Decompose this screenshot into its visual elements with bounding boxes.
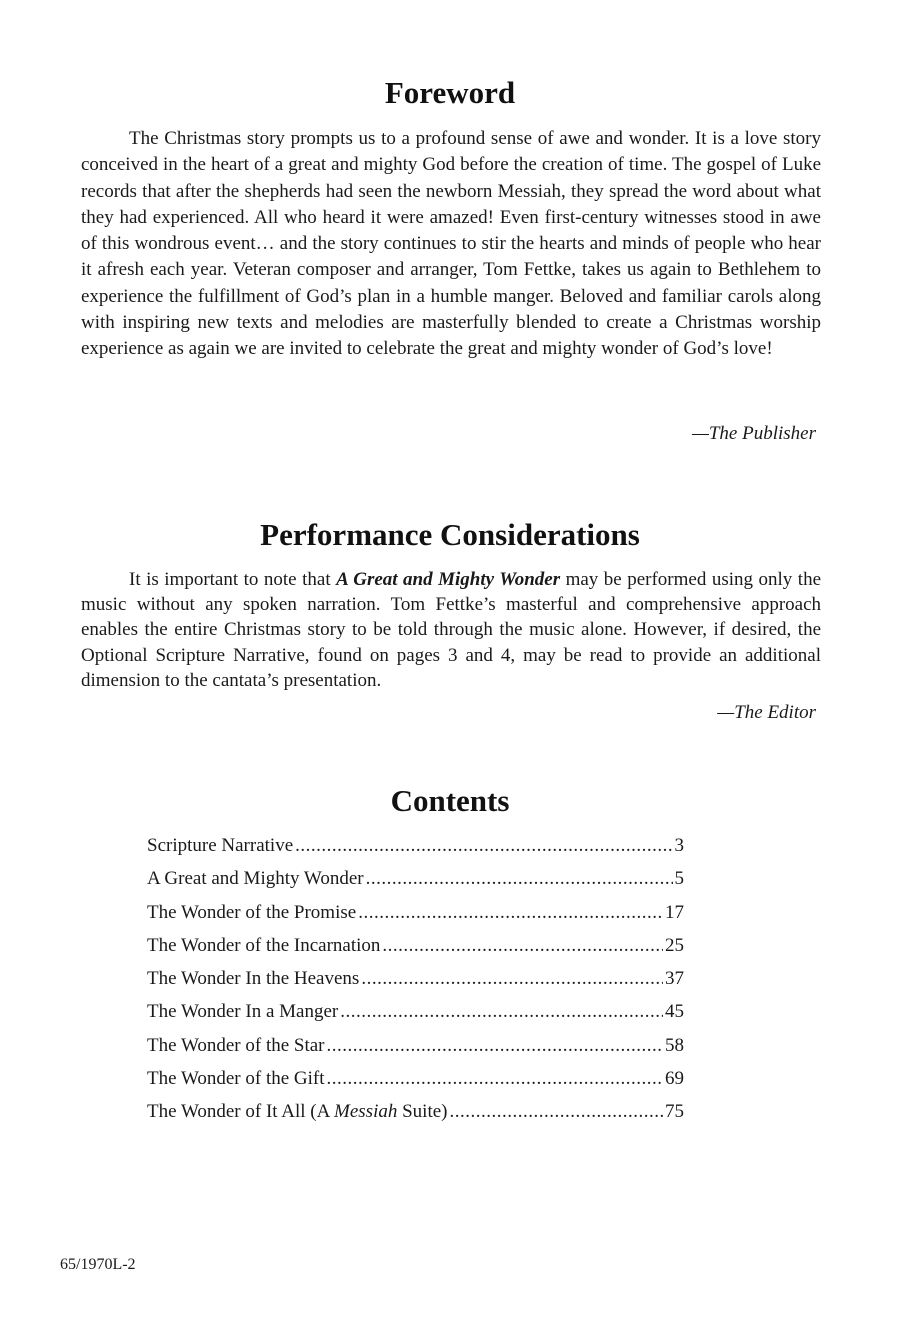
toc-entry[interactable] [147, 1032, 684, 1065]
toc-page: 45 [665, 1001, 684, 1023]
foreword-heading: Foreword [384, 75, 516, 110]
toc-entry[interactable] [147, 932, 684, 965]
contents-heading: Contents [390, 783, 510, 818]
performance-line: music alone. However, if desired, the Optional Scripture Narrative, found on pages 3 [81, 619, 822, 666]
toc-title: The Wonder of the Star [147, 1034, 325, 1056]
toc-entry[interactable] [147, 1065, 684, 1098]
table-of-contents [147, 832, 684, 1132]
toc-page: 75 [665, 1101, 684, 1123]
toc-title: The Wonder of the Gift [147, 1068, 325, 1090]
toc-title-part: The Wonder of It All (A [147, 1101, 335, 1123]
toc-title: The Wonder In the Heavens [147, 968, 360, 990]
toc-leader [382, 932, 663, 960]
toc-leader [340, 998, 663, 1026]
toc-leader [327, 1032, 663, 1060]
foreword-line: of time. The gospel of Luke records that after the shepherds had seen the newborn [81, 154, 822, 202]
performance-line: using only the music without any spoken narration. Tom Fettke’s masterful and [81, 569, 822, 616]
performance-line: comprehensive approach enables the entire Christmas story to be told through the [81, 594, 822, 641]
foreword-line: Messiah, they spread the word about what they had experienced. All who heard it [81, 180, 821, 228]
foreword-line: to experience the fulfillment of God’s plan in a humble manger. Beloved and [81, 259, 821, 307]
toc-page: 5 [674, 868, 684, 890]
foreword-line: and the story continues to stir the hearts and minds of people who hear it afresh [81, 233, 822, 281]
toc-leader [358, 899, 663, 927]
foreword-signature: —The Publisher [691, 423, 816, 444]
toc-page: 69 [665, 1068, 684, 1090]
toc-entry[interactable] [147, 998, 684, 1031]
toc-leader [295, 832, 672, 860]
toc-title: The Wonder of the Incarnation [147, 934, 381, 956]
toc-title: A Great and Mighty Wonder [147, 868, 364, 890]
toc-page: 37 [665, 968, 684, 990]
toc-entry[interactable] [147, 899, 684, 932]
foreword-line: great and mighty wonder of God’s love! [467, 338, 773, 360]
toc-leader [361, 965, 663, 993]
foreword-line: each year. Veteran composer and arranger, Tom Fettke, takes us again to Bethlehem [150, 259, 801, 281]
toc-entry[interactable] [147, 865, 684, 898]
performance-signature: —The Editor [717, 702, 816, 723]
toc-page: 3 [674, 835, 684, 856]
toc-page: 17 [665, 901, 684, 923]
performance-intro: It is important to note that [129, 569, 337, 590]
work-title: A Great and Mighty Wonder [336, 569, 561, 590]
toc-entry[interactable] [147, 832, 684, 865]
toc-leader [327, 1065, 663, 1093]
foreword-line: to create a Christmas worship experience as again we are invited to celebrate the [81, 312, 821, 360]
toc-leader [366, 865, 673, 893]
toc-title: The Wonder of the Promise [147, 901, 357, 923]
performance-line: may be performed [560, 569, 707, 590]
performance-body [81, 567, 821, 693]
toc-leader [450, 1098, 664, 1126]
toc-page: 58 [665, 1034, 684, 1056]
performance-paragraph [81, 567, 821, 693]
foreword-line: were amazed! Even first-century witnesses stood in awe of this wondrous event… [81, 206, 821, 255]
foreword-paragraph [81, 126, 821, 363]
toc-title [147, 1098, 448, 1126]
catalog-code: 65/1970L-2 [60, 1256, 136, 1273]
performance-line: and 4, may be read to provide an additional dimension to the cantata’s presentation. [81, 644, 821, 691]
performance-heading: Performance Considerations [260, 517, 640, 552]
toc-title: Scripture Narrative [147, 835, 294, 856]
foreword-line: a love story conceived in the heart of a great and mighty God before the creation [81, 128, 821, 176]
foreword-line: familiar carols along with inspiring new texts and melodies are masterfully blended [81, 285, 821, 334]
toc-entry[interactable] [147, 1098, 684, 1131]
toc-page: 25 [665, 934, 684, 956]
foreword-line: The Christmas story prompts us to a profound sense of awe and wonder. It is [129, 128, 725, 149]
foreword-body [81, 126, 821, 363]
toc-title: The Wonder In a Manger [147, 1001, 339, 1023]
toc-entry[interactable] [147, 965, 684, 998]
toc-title-part: Suite) [397, 1101, 448, 1123]
toc-title-italic: Messiah [334, 1101, 398, 1123]
